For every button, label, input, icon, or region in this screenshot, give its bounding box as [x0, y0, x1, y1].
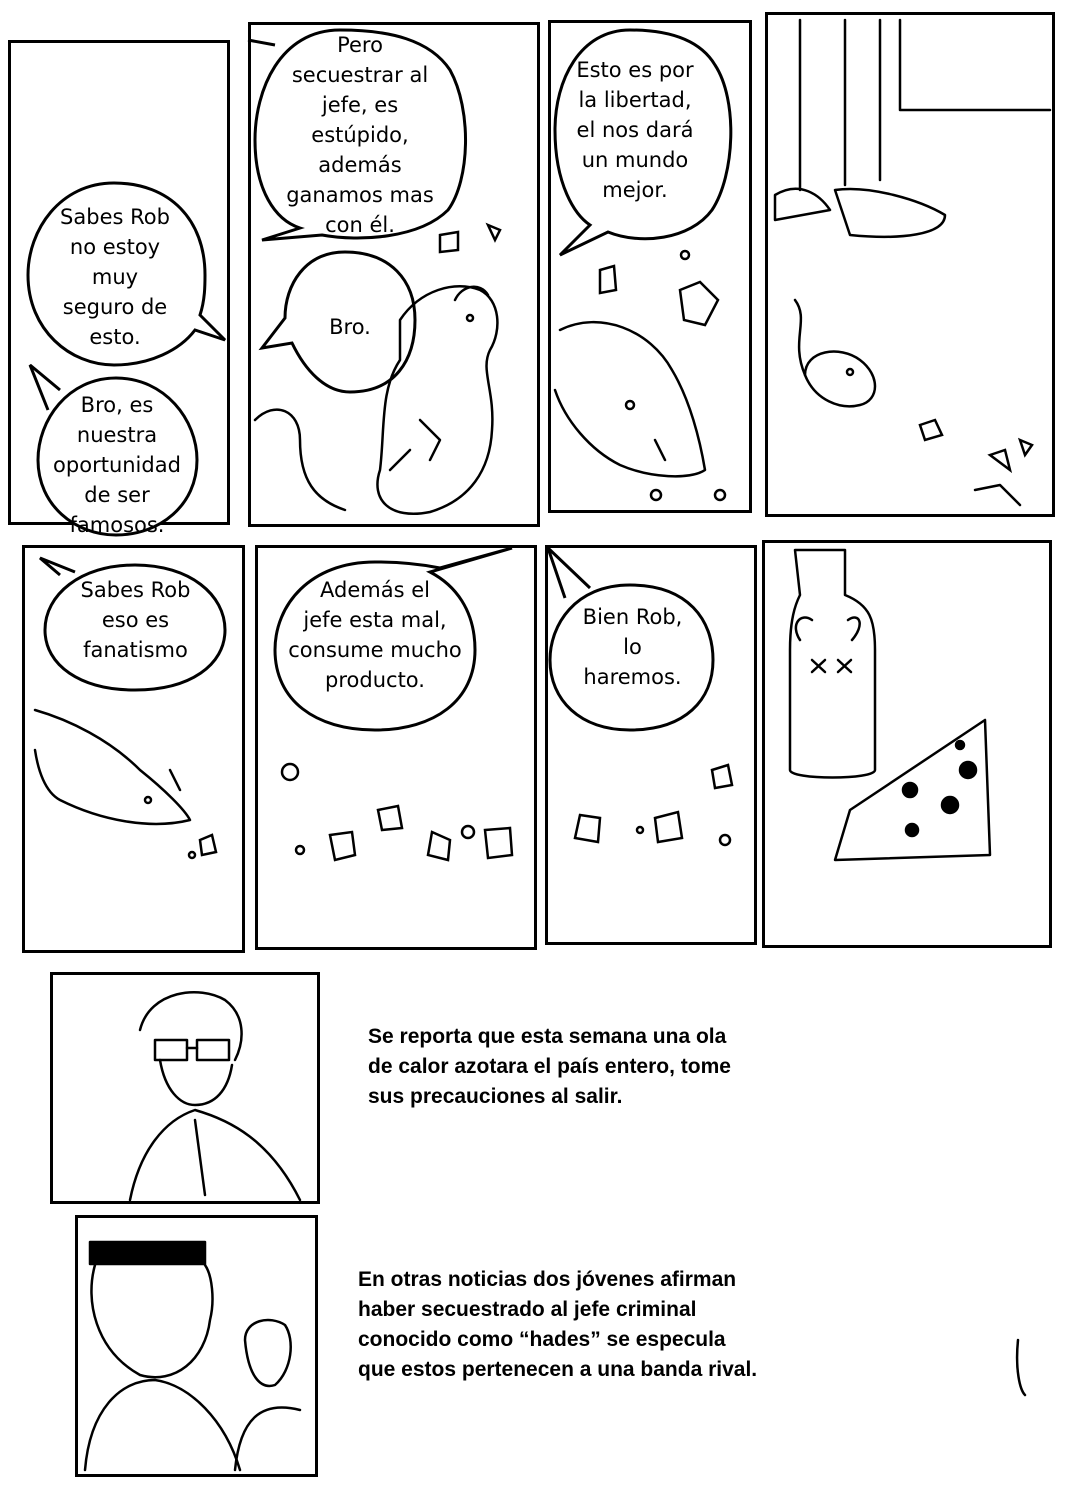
news-caption-kidnapping: En otras noticias dos jóvenes afirman haber secuestrado al jefe criminal conocido como “hades” se especula que estos pertenecen a una banda rival.: [358, 1268, 758, 1381]
speech-text-p1-top: Sabes Rob no estoy muy seguro de esto.: [60, 205, 170, 349]
speech-text-p5: Sabes Rob eso es fanatismo: [80, 578, 191, 662]
crime-boss-illustration: [85, 1242, 300, 1470]
speech-text-p6: Además el jefe esta mal, consume mucho producto.: [288, 578, 462, 692]
speech-text-p2-top: Pero secuestrar al jefe, es estúpido, además ganamos mas con él.: [286, 33, 434, 237]
stray-ink-mark: [1017, 1340, 1025, 1395]
speech-text-p3: Esto es por la libertad, el nos dará un mundo mejor.: [576, 58, 694, 202]
news-caption-weather: Se reporta que esta semana una ola de calor azotara el país entero, tome sus precauciones al salir.: [368, 1025, 731, 1108]
speech-text-p2-mid: Bro.: [329, 315, 371, 339]
rat-illustration-p5: [35, 710, 190, 824]
speech-text-p7: Bien Rob, lo haremos.: [582, 605, 683, 689]
newscaster-illustration: [130, 992, 300, 1200]
rat-illustration-p3: [555, 322, 705, 476]
legs-and-mouse-p4: [775, 20, 1050, 505]
speech-text-p1-bottom: Bro, es nuestra oportunidad de ser famosos.: [53, 393, 181, 537]
bottle-and-cheese-p8: [790, 550, 990, 860]
